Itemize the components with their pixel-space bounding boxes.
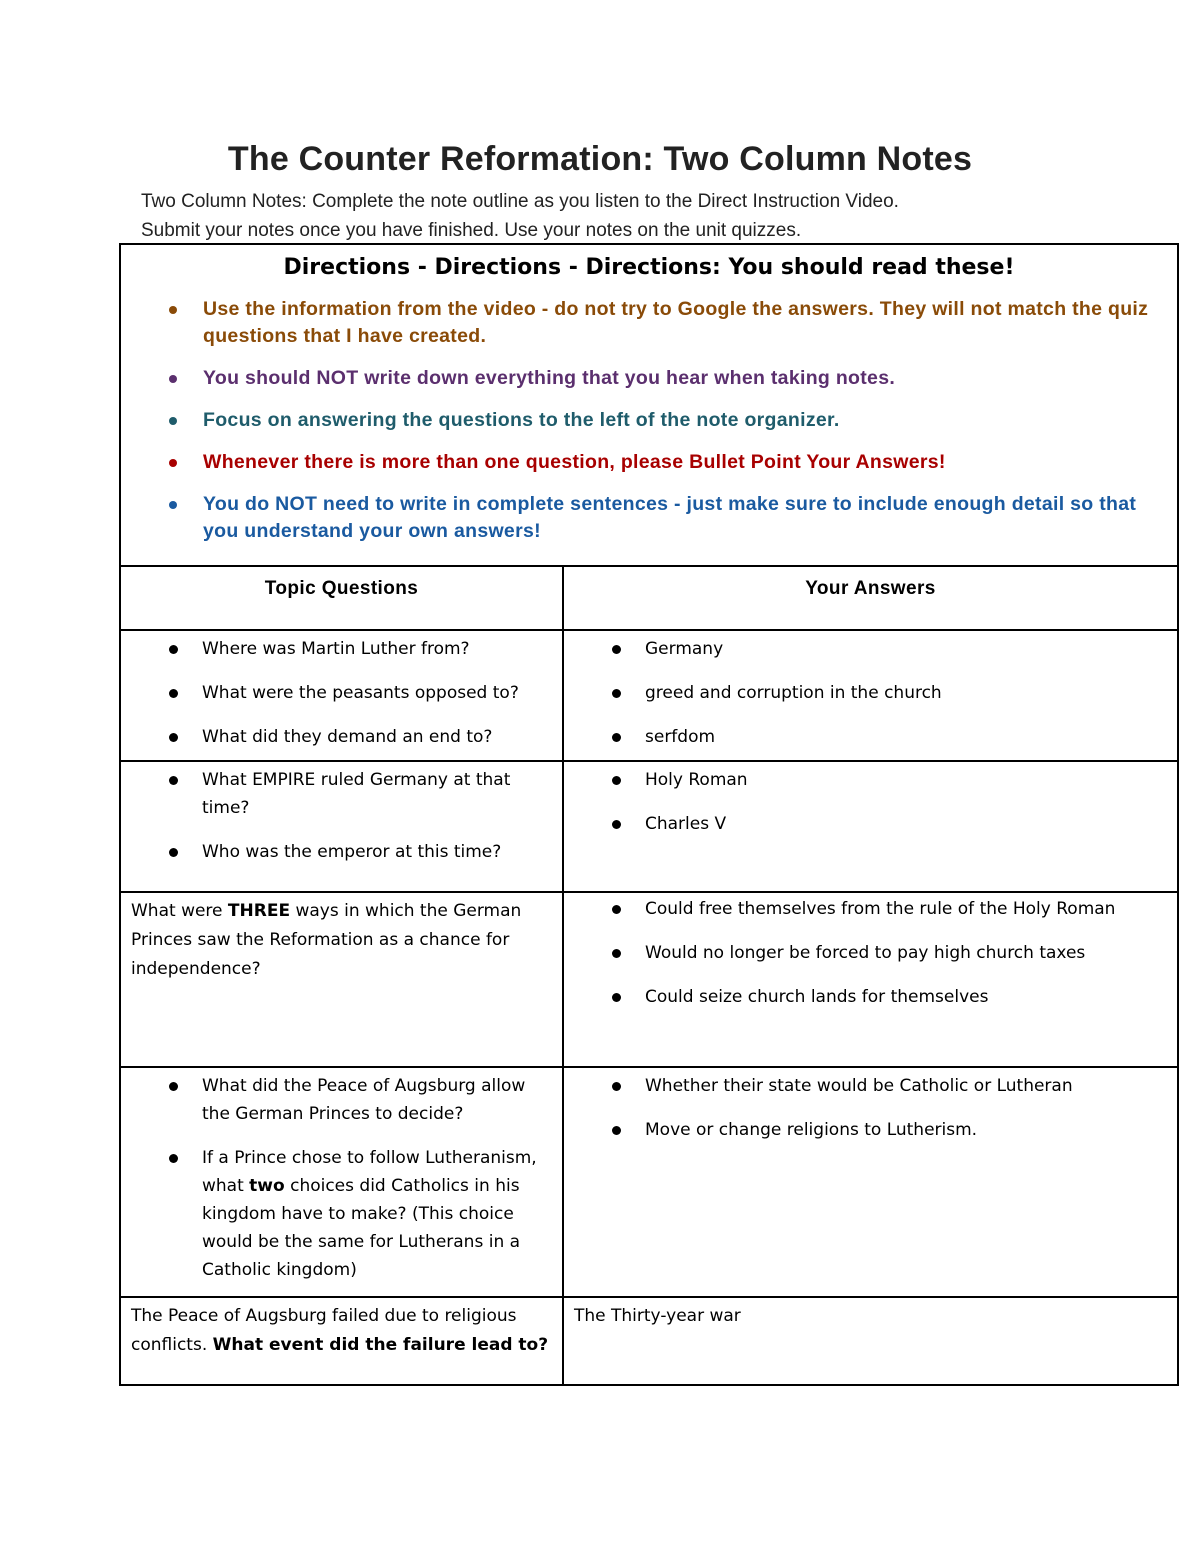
direction-item: Whenever there is more than one question, please Bullet Point Your Answers! — [169, 449, 1167, 476]
answer-cell[interactable] — [563, 1067, 1178, 1297]
bullet-icon — [612, 689, 621, 698]
table-row — [120, 1297, 1178, 1385]
list-item: Could seize church lands for themselves — [612, 983, 1169, 1011]
directions-heading: Directions - Directions - Directions: You should read these! — [283, 255, 1015, 280]
bullet-icon — [612, 733, 621, 742]
table-row — [120, 1067, 1178, 1297]
list-item: What EMPIRE ruled Germany at that time? — [169, 766, 554, 822]
list-item: If a Prince chose to follow Lutheranism, what two choices did Catholics in his kingdom have to make? (This choice would be the same for Lutherans in a Catholic kingdom) — [169, 1144, 554, 1284]
list-item: serfdom — [612, 723, 1169, 751]
bullet-icon — [612, 993, 621, 1002]
list-item: greed and corruption in the church — [612, 679, 1169, 707]
column-header-your-answers: Your Answers — [563, 566, 1178, 630]
question-text: What were THREE ways in which the German Princes saw the Reformation as a chance for independence? — [131, 901, 522, 979]
bullet-icon — [612, 820, 621, 829]
bullet-icon — [169, 848, 178, 857]
intro-line: Submit your notes once you have finished. Use your notes on the unit quizzes. — [141, 220, 802, 241]
bullet-icon — [612, 1126, 621, 1135]
list-item: Germany — [612, 635, 1169, 663]
bullet-icon — [169, 776, 178, 785]
notes-table — [119, 243, 1179, 1386]
answer-cell[interactable] — [563, 761, 1178, 892]
list-item: What did the Peace of Augsburg allow the German Princes to decide? — [169, 1072, 554, 1128]
bullet-icon — [169, 417, 177, 425]
bullet-icon — [169, 689, 178, 698]
list-item: What were the peasants opposed to? — [169, 679, 554, 707]
intro-text — [141, 187, 899, 245]
answer-cell[interactable] — [563, 892, 1178, 1067]
list-item: Could free themselves from the rule of the Holy Roman — [612, 895, 1169, 923]
bullet-icon — [169, 645, 178, 654]
bullet-icon — [169, 1154, 178, 1163]
table-row — [120, 630, 1178, 761]
direction-item: Focus on answering the questions to the left of the note organizer. — [169, 407, 1167, 434]
bullet-icon — [612, 1082, 621, 1091]
list-item: Would no longer be forced to pay high church taxes — [612, 939, 1169, 967]
bullet-icon — [169, 501, 177, 509]
direction-item: You do NOT need to write in complete sentences - just make sure to include enough detail so that you understand your own answers! — [169, 491, 1167, 545]
bullet-icon — [612, 905, 621, 914]
question-cell — [120, 1067, 563, 1297]
answer-text: The Thirty-year war — [574, 1306, 741, 1326]
bullet-icon — [169, 1082, 178, 1091]
list-item: Where was Martin Luther from? — [169, 635, 554, 663]
column-header-topic-questions: Topic Questions — [120, 566, 563, 630]
table-row — [120, 761, 1178, 892]
question-cell — [120, 1297, 563, 1385]
bullet-icon — [169, 306, 177, 314]
direction-item: You should NOT write down everything that you hear when taking notes. — [169, 365, 1167, 392]
question-cell — [120, 630, 563, 761]
list-item: Move or change religions to Lutherism. — [612, 1116, 1169, 1144]
directions-list — [121, 296, 1177, 545]
bullet-icon — [169, 375, 177, 383]
question-cell — [120, 892, 563, 1067]
direction-item: Use the information from the video - do not try to Google the answers. They will not match the quiz questions that I have created. — [169, 296, 1167, 350]
intro-line: Two Column Notes: Complete the note outline as you listen to the Direct Instruction Video. — [141, 191, 899, 212]
bullet-icon — [169, 733, 178, 742]
bullet-icon — [612, 645, 621, 654]
directions-box — [120, 244, 1178, 566]
question-text: The Peace of Augsburg failed due to religious conflicts. What event did the failure lead to? — [131, 1306, 549, 1355]
bullet-icon — [169, 459, 177, 467]
list-item: Holy Roman — [612, 766, 1169, 794]
list-item: What did they demand an end to? — [169, 723, 554, 751]
list-item: Who was the emperor at this time? — [169, 838, 554, 866]
question-cell — [120, 761, 563, 892]
list-item: Charles V — [612, 810, 1169, 838]
list-item: Whether their state would be Catholic or Lutheran — [612, 1072, 1169, 1100]
table-row — [120, 892, 1178, 1067]
page-title: The Counter Reformation: Two Column Notes — [227, 140, 973, 178]
answer-cell[interactable] — [563, 1297, 1178, 1385]
bullet-icon — [612, 949, 621, 958]
bullet-icon — [612, 776, 621, 785]
answer-cell[interactable] — [563, 630, 1178, 761]
